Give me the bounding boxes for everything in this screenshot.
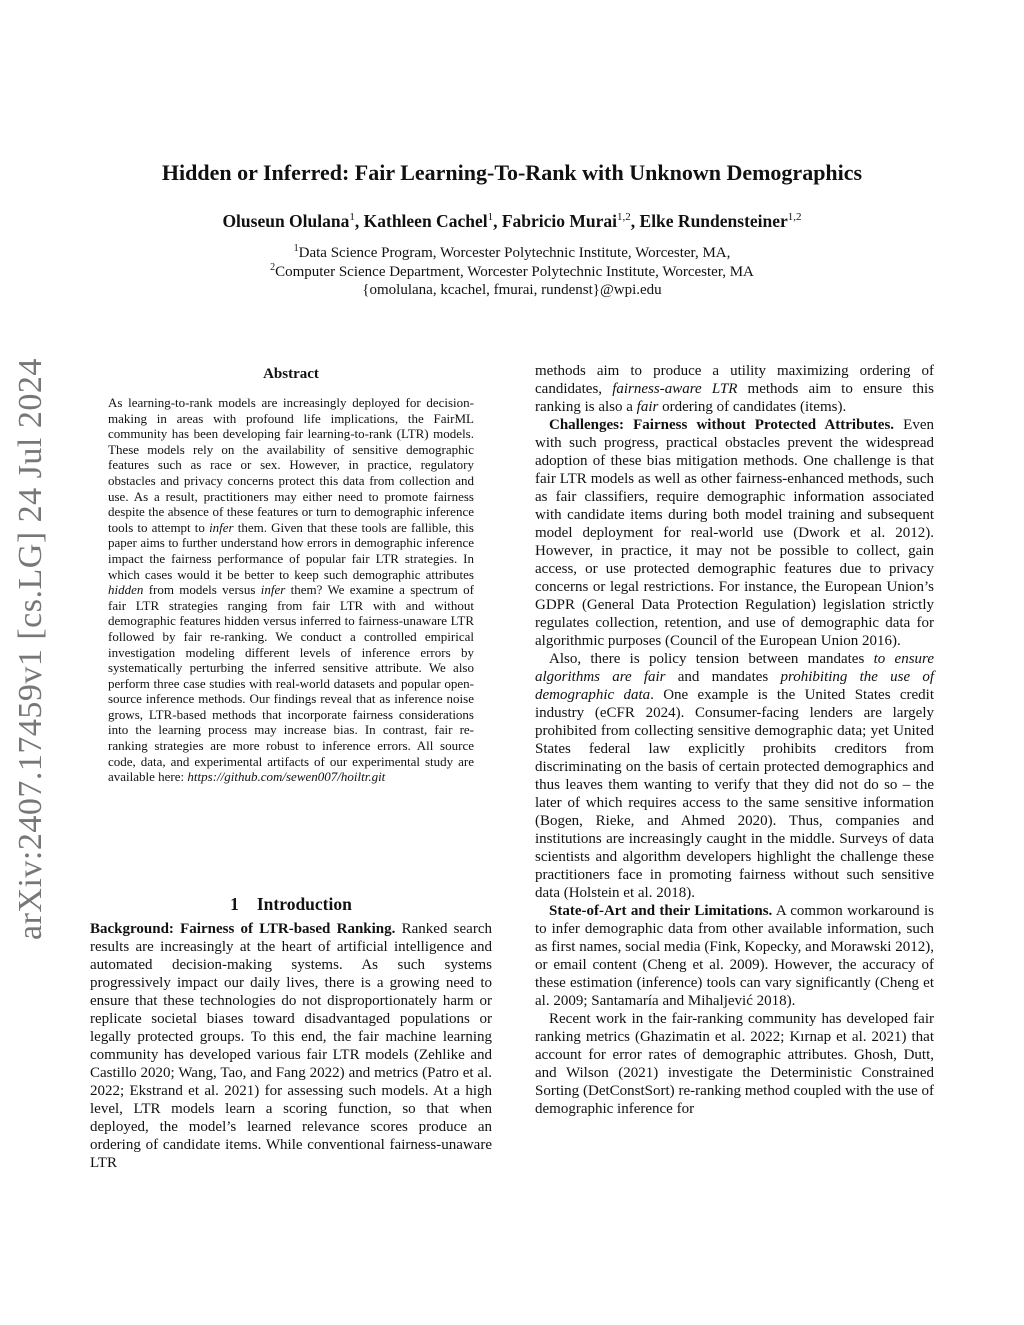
paragraph: Background: Fairness of LTR-based Ranking. Ranked search results are increasingly at the heart of artificial intelligence and automated decision-making systems. As such systems progressively impact our daily lives, there is a growing need to ensure that these technologies do not disproportionately harm or replicate societal biases toward disadvantaged populations or legally protected groups. To this end, the fair machine learning community has developed various fair LTR models (Zehlike and Castillo 2020; Wang, Tao, and Fang 2022) and metrics (Patro et al. 2022; Ekstrand et al. 2021) for assessing such models. At a high level, LTR models learn a scoring function, so that when deployed, the model’s learned relevance scores produce an ordering of candidate items. While conventional fairness-unaware LTR: [90, 921, 492, 1171]
author-name: Kathleen Cachel: [363, 211, 488, 231]
section-number: 1: [230, 894, 239, 914]
abstract-heading: Abstract: [263, 366, 319, 382]
affiliation-text: Computer Science Department, Worcester Polytechnic Institute, Worcester, MA: [275, 264, 754, 280]
author-affiliation-mark: 1,2: [787, 211, 802, 224]
paragraph-lead: State-of-Art and their Limitations.: [549, 903, 773, 919]
section-title: Introduction: [256, 894, 352, 914]
paragraph-lead: Challenges: Fairness without Protected Attributes.: [549, 417, 895, 433]
arxiv-stamp: arXiv:2407.17459v1 [cs.LG] 24 Jul 2024: [12, 358, 49, 940]
code-repository-link[interactable]: https://github.com/sewen007/hoiltr.git: [187, 769, 386, 785]
author-list: Oluseun Olulana$^1$, Kathleen Cachel$^1$, Fabricio Murai$^{1,2}$, Elke Rundensteiner$^{1,2}$: [222, 211, 802, 231]
author-affiliation-mark: 1: [487, 211, 494, 224]
introduction-column: [90, 920, 492, 1172]
affiliation-line: [0, 262, 1024, 281]
author-emails: {omolulana, kcachel, fmurai, rundenst}@wpi.edu: [362, 282, 662, 298]
author-name: Oluseun Olulana: [222, 211, 350, 231]
abstract-section: [108, 366, 474, 785]
paragraph: Recent work in the fair-ranking community has developed fair ranking metrics (Ghazimatin et al. 2022; Kırnap et al. 2021) that account for error rates of demographic attributes. Ghosh, Dutt, and Wilson (2021) investigate the Deterministic Constrained Sorting (DetConstSort) re-ranking method coupled with the use of demographic inference for: [535, 1011, 934, 1117]
paper-title: Hidden or Inferred: Fair Learning-To-Rank with Unknown Demographics: [161, 160, 863, 185]
author-affiliation-mark: 1: [349, 211, 355, 224]
paragraph: Also, there is policy tension between mandates to ensure algorithms are fair and mandates prohibiting the use of demographic data. One example is the United States credit industry (eCFR 2024). Consumer-facing lenders are largely prohibited from collecting sensitive demographic data; yet United States federal law explicitly prohibits creditors from discriminating on the basis of certain protected demographics and thus leaves them wanting to verify that they did not do so – the later of which requires access to the same sensitive information (Bogen, Rieke, and Ahmed 2020). Thus, companies and institutions are increasingly caught in the middle. Surveys of data scientists and algorithm developers highlight the challenge these practitioners face in promoting fairness without such sensitive data (Holstein et al. 2018).: [535, 651, 934, 901]
author-name: Elke Rundensteiner: [639, 211, 788, 231]
affiliation-mark: 1: [293, 243, 299, 254]
affiliation-mark: 2: [270, 262, 276, 273]
section-heading-introduction: [90, 894, 492, 915]
author-name: Fabricio Murai: [501, 211, 618, 231]
right-column: [535, 362, 934, 1118]
affiliation-line: [0, 243, 1024, 262]
author-affiliation-mark: 1,2: [617, 211, 631, 224]
affiliation-text: Data Science Program, Worcester Polytechnic Institute, Worcester, MA,: [298, 245, 731, 261]
paragraph: methods aim to produce a utility maximizing ordering of candidates, fairness-aware LTR methods aim to ensure this ranking is also a fair ordering of candidates (items).: [535, 363, 934, 415]
paragraph-lead: Background: Fairness of LTR-based Ranking.: [90, 921, 396, 937]
paragraph: State-of-Art and their Limitations. A common workaround is to infer demographic data from other available information, such as first names, social media (Fink, Kopecky, and Morawski 2012), or email content (Cheng et al. 2009). However, the accuracy of these estimation (inference) tools can vary significantly (Cheng et al. 2009; Santamaría and Mihaljević 2018).: [535, 903, 935, 1009]
paragraph: Challenges: Fairness without Protected Attributes. Even with such progress, practical obstacles prevent the widespread adoption of these bias mitigation methods. One challenge is that fair LTR models as well as other fairness-enhanced methods, such as fair classifiers, require demographic information associated with candidate items during both model training and subsequent model deployment for real-world use (Dwork et al. 2012). However, in practice, it may not be possible to collect, gain access, or use protected demographic features due to privacy concerns or legal restrictions. For instance, the European Union’s GDPR (General Data Protection Regulation) legislation strictly regulates collection, retention, and use of demographic data for algorithmic purposes (Council of the European Union 2016).: [535, 417, 934, 649]
abstract-body: As learning-to-rank models are increasingly deployed for decision-making in areas with profound life implications, the FairML community has been developing fair learning-to-rank (LTR) models. These models rely on the availability of sensitive demographic features such as race or sex. However, in practice, regulatory obstacles and privacy concerns protect this data from collection and use. As a result, practitioners may either need to promote fairness despite the absence of these features or turn to demographic inference tools to attempt to infer them. Given that these tools are fallible, this paper aims to further understand how errors in demographic inference impact the fairness performance of popular fair LTR strategies. In which cases would it be better to keep such demographic attributes hidden from models versus infer them? We examine a spectrum of fair LTR strategies ranging from fair LTR with and without demographic features hidden versus inferred to fairness-unaware LTR followed by fair re-ranking. We conduct a controlled empirical investigation modeling different levels of inference errors by systematically perturbing the inferred sensitive attribute. We also perform three case studies with real-world datasets and popular open-source inference methods. Our findings reveal that as inference noise grows, LTR-based methods that incorporate fairness considerations into the learning process may increase bias. In contrast, fair re-ranking strategies are more robust to inference errors. All source code, data, and experimental artifacts of our experimental study are available here: https://github.com/sewen007/hoiltr.git: [108, 395, 475, 785]
